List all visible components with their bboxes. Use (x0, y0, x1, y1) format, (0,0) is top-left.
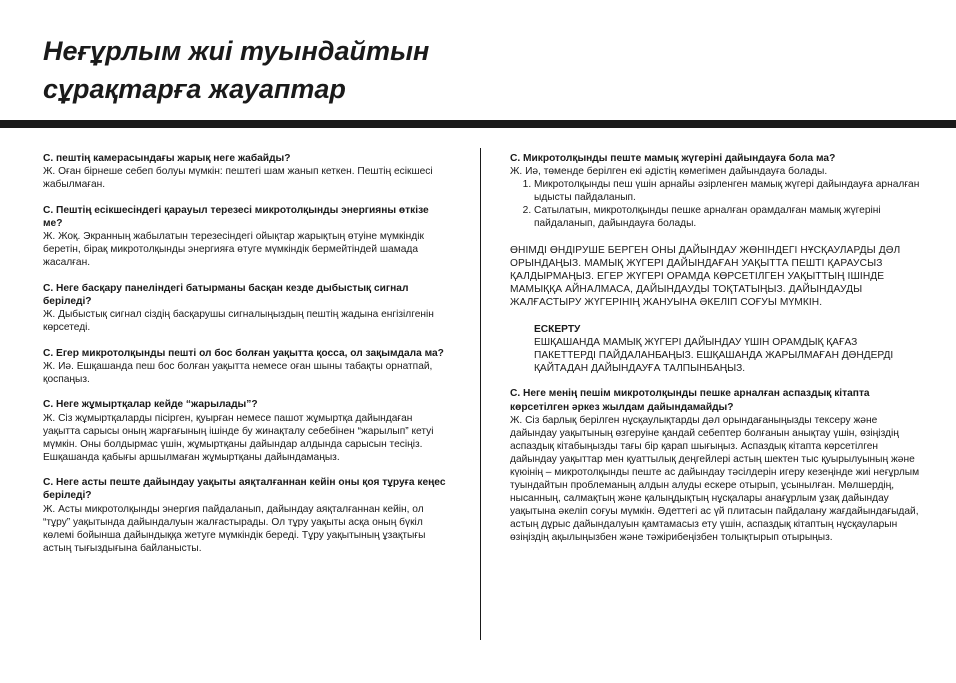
method-list (510, 178, 920, 230)
answer: Ж. Жоқ. Экранның жабылатын терезесіндегі ойықтар жарықтың өтуіне мүмкіндік беретін, бірақ микротолқынды энергияға өтуге мүмкіндік бермейтіндей шамада жасалған. (43, 230, 424, 269)
faq-item (43, 347, 448, 386)
right-column (510, 152, 920, 557)
answer: Ж. Оған бірнеше себеп болуы мүмкін: пештегі шам жанып кеткен. Пештің есікшесі жабылмаған. (43, 166, 433, 191)
question: С. Егер микротолқынды пешті ол бос болған уақытта қосса, ол зақымдала ма? (43, 347, 444, 359)
column-divider (480, 148, 481, 640)
answer: Ж. Дыбыстық сигнал сіздің басқарушы сигналыңыздың пештің жадына енгізілгенін көрсетеді. (43, 308, 434, 334)
question: С. Неге басқару панеліндегі батырманы басқан кезде дыбыстық сигнал беріледі? (43, 282, 409, 307)
faq-item-popcorn (510, 152, 920, 231)
manufacturer-instructions: ӨНІМДІ ӨНДІРУШЕ БЕРГЕН ОНЫ ДАЙЫНДАУ ЖӨНІНДЕГІ НҰСҚАУЛАРДЫ ДӘЛ ОРЫНДАҢЫЗ. МАМЫҚ ЖҮГЕРІ ДАЙЫНДАҒАН УАҚЫТТА ПЕШТІ ҚАРАУСЫЗ ҚАЛДЫРМАҢЫЗ. ЕГЕР ЖҮГЕРІ ОРАМДА КӨРСЕТІЛГЕН УАҚЫТТЫҢ ІШІНДЕ МАМЫҚҚА АЙНАЛМАСА, ДАЙЫНДАУДЫ ТОҚТАТЫҢЫЗ. ДАЙЫНДАУДЫ ЖАЛҒАСТЫРУ ЖҮГЕРІНІҢ ЖАНУЫНА ӘКЕЛІП СОҒУЫ МҮМКІН. (510, 244, 901, 308)
header-rule (0, 120, 956, 128)
answer: Ж. Иә, төменде берілген екі әдістің көмегімен дайындауға болады. (510, 166, 828, 178)
page-title (43, 32, 743, 108)
faq-item (43, 398, 448, 463)
faq-item (510, 387, 920, 544)
faq-item (43, 282, 448, 334)
left-column (43, 152, 448, 567)
warning-title: ЕСКЕРТУ (534, 324, 581, 336)
warning-note (534, 323, 920, 375)
question: С. Неге асты пеште дайындау уақыты аяқталғаннан кейін оны қоя тұруға кеңес беріледі? (43, 477, 446, 502)
question: С. Микротолқынды пеште мамық жүгеріні дайындауға бола ма? (510, 153, 836, 164)
question: С. Пештің есікшесіндегі қарауыл терезесі микротолқынды энергияны өткізе ме? (43, 204, 429, 229)
answer: Ж. Асты микротолқынды энергия пайдаланып, дайындау аяқталғаннан кейін, ол “тұру” уақытында дайындалуын жалғастырады. Ол тұру уақыты асқа оның бүкіл көлемі бойынша дайындыққа жетуге мүмкіндік береді. Тұру уақытының ұзақтығы астың тығыздығына байланысты. (43, 503, 426, 554)
method-item: 1. Микротолқынды пеш үшін арнайы әзірленген мамық жүгері дайындауға арналған ыдысты пайдаланып. (534, 178, 920, 204)
method-item: 2. Сатылатын, микротолқынды пешке арналған орамдалған мамық жүгеріні пайдаланып, дайындауға болады. (534, 204, 920, 230)
page-title-line-2: сұрақтарға жауаптар (43, 74, 346, 104)
faq-item (43, 152, 448, 191)
warning-text: ЕШҚАШАНДА МАМЫҚ ЖҮГЕРІ ДАЙЫНДАУ ҮШІН ОРАМДЫҚ ҚАҒАЗ ПАКЕТТЕРДІ ПАЙДАЛАНБАҢЫЗ. ЕШҚАШАНДА ЖАРЫЛМАҒАН ДӘНДЕРДІ ҚАЙТАДАН ДАЙЫНДАУҒА ТАЛПЫНБАҢЫЗ. (534, 337, 894, 375)
question: С. Неге жұмыртқалар кейде “жарылады”? (43, 399, 258, 411)
faq-item (43, 476, 448, 555)
faq-item (43, 204, 448, 269)
question: С. Неге менің пешім микротолқынды пешке арналған аспаздық кітапта көрсетілген әркез жылдам дайындамайды? (510, 388, 870, 413)
question: С. пештің камерасындағы жарық неге жабайды? (43, 153, 291, 164)
answer: Ж. Сіз жұмыртқаларды пісірген, қуырған немесе пашот жұмыртқа дайындаған уақытта сарысы оның жарғағының ішінде бу жинақталу себебінен “жарылып” кетуі мүмкін. Оны болдырмас үшін, жұмыртқаны дайындар алдында сарысын тесіңіз. Ешқашанда қабығы аршылмаған жұмыртқаны дайындамаңыз. (43, 412, 434, 463)
answer: Ж. Иә. Ешқашанда пеш бос болған уақытта немесе оған шыны табақты орнатпай, қоспаңыз. (43, 360, 433, 385)
page-title-line-1: Неғұрлым жиі туындайтын (43, 36, 430, 66)
answer: Ж. Сіз барлық берілген нұсқаулықтарды дәл орындағаныңызды тексеру және дайындау уақытының өзгеруіне қандай себептер болғанын анықтау үшін, өзіңіздің аспаздық кітабыңызды тағы бір қарап шығыңыз. Аспаздық кітапта көрсетілген дайындау уақыттар мен қуаттылық деңгейлері астың шектен тыс қуырылуының және күюінің – микротолқынды пеште ас дайындау тәсілдерін игеру кезеңінде жиі неғұрлым туындайтын проблеманың алдын алуды ескере отырып, ұсынылған. Мөлшердің, нысанның, салмақтың және қалыңдықтың нұсқалары анағұрлым ұзақ дайындау уақытына әкеліп соғуы мүмкін. Әдеттегі ас үй плитасын пайдалану жағдайындағыдай, астың дұрыс дайындалуын қамтамасыз ету үшін, аспаздық кітаптың нұсқауларын өзіңіздің ақылыңызбен және тәжірибеңізбен толықтырып отырыңыз. (510, 414, 920, 544)
